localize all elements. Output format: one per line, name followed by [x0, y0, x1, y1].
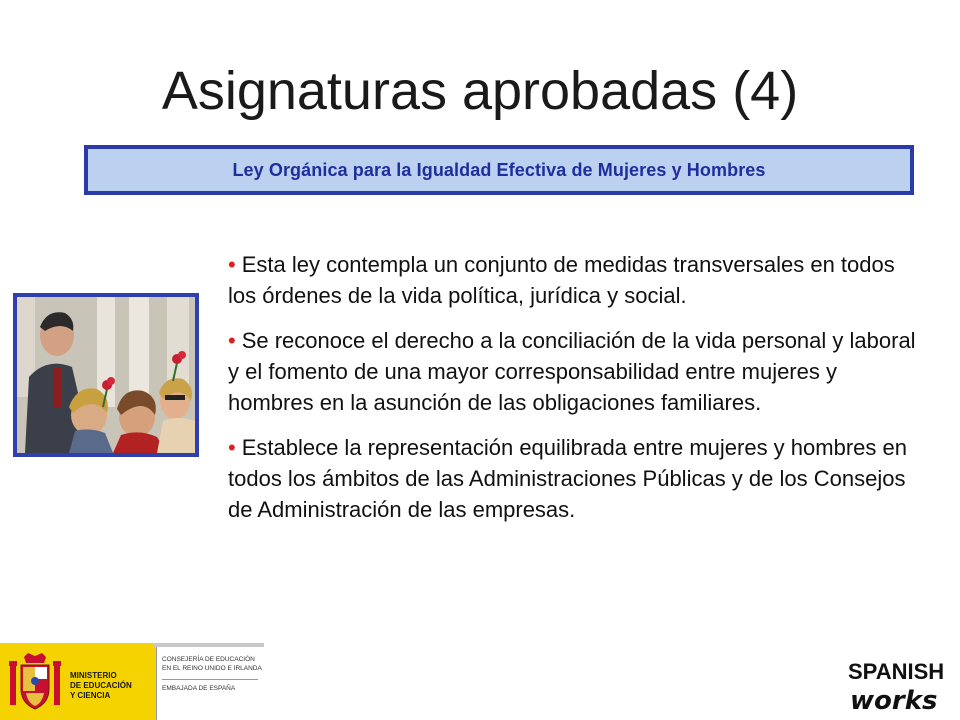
spanish-crest-icon [6, 651, 64, 715]
slide-title: Asignaturas aprobadas (4) [161, 61, 799, 121]
bullet-item [228, 249, 918, 311]
subtitle-banner [84, 145, 914, 195]
photo-frame [13, 293, 199, 457]
consejeria-separator [162, 679, 258, 680]
bullet-dot: • [228, 435, 236, 460]
embajada-label: EMBAJADA DE ESPAÑA [162, 685, 236, 692]
bullet-list [228, 249, 918, 539]
bullet-dot: • [228, 328, 236, 353]
subtitle-text: Ley Orgánica para la Igualdad Efectiva de Mujeres y Hombres [232, 159, 766, 180]
ministry-line: DE EDUCACIÓN [70, 681, 132, 690]
bullet-item [228, 325, 918, 418]
bullet-text: Se reconoce el derecho a la conciliación de la vida personal y laboral y el fomento de una mayor corresponsabilidad entre mujeres y hombres en la asunción de las obligaciones familiares. [228, 328, 916, 415]
bullet-dot: • [228, 252, 236, 277]
ministry-logo [0, 647, 156, 720]
ministry-line: MINISTERIO [70, 671, 117, 680]
logo-bottom-text: works [850, 686, 938, 716]
ministry-line: Y CIENCIA [70, 691, 111, 700]
consejeria-line: CONSEJERÍA DE EDUCACIÓN [162, 656, 255, 663]
bullet-text: Establece la representación equilibrada entre mujeres y hombres en todos los ámbitos de las Administraciones Públicas y de los Consejos de Administración de las empresas. [228, 435, 907, 522]
footer-divider [156, 647, 157, 720]
logo-top-text: SPANISH [848, 659, 945, 684]
people-photo [17, 297, 195, 453]
ministry-name [70, 671, 132, 701]
consejeria-block [162, 655, 262, 720]
bullet-text: Esta ley contempla un conjunto de medidas transversales en todos los órdenes de la vida política, jurídica y social. [228, 252, 895, 308]
bullet-item [228, 432, 918, 525]
consejeria-line: EN EL REINO UNIDO E IRLANDA [162, 665, 262, 672]
spanish-works-logo [846, 655, 954, 717]
